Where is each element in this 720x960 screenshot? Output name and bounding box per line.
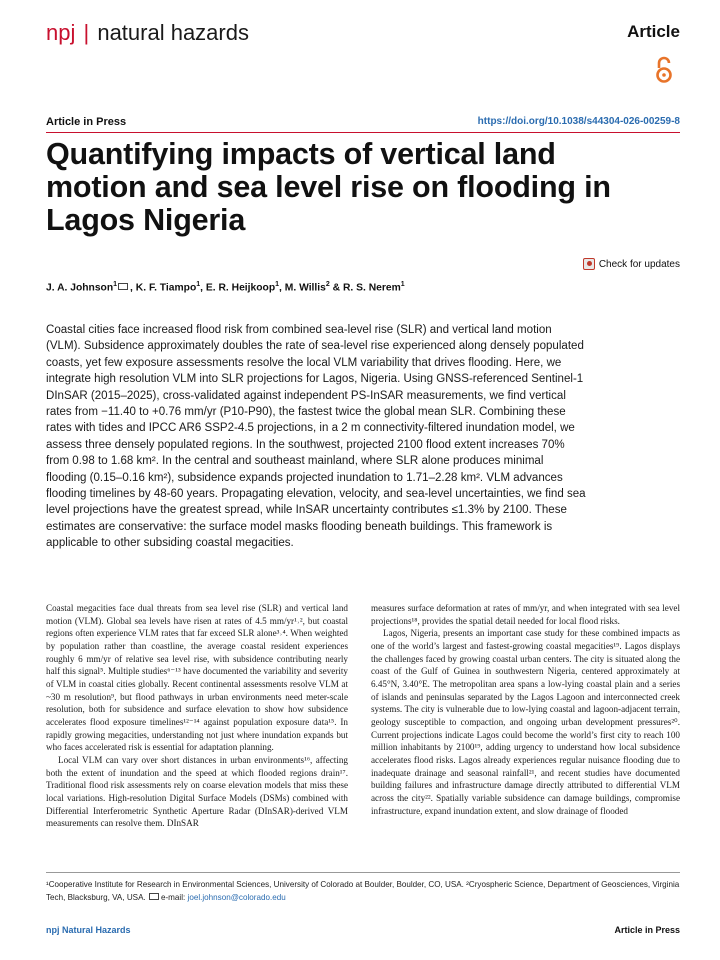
- doi-link[interactable]: https://doi.org/10.1038/s44304-026-00259-8: [477, 116, 680, 127]
- affiliation-marker: 1: [196, 281, 201, 288]
- article-status: Article in Press: [46, 116, 127, 128]
- body-column-right: [371, 602, 680, 817]
- envelope-icon[interactable]: [118, 283, 128, 290]
- paragraph: Local VLM can vary over short distances in urban environments¹⁶, affecting both the extent of inundation and the speed at which flooded regions drain¹⁷. Traditional flood risk assessments rely on coarse elevation models that miss these local variations. High-resolution Digital Surface Models (DSMs) combined with Differential Interferometric Synthetic Aperture Radar (DInSAR)-derived VLM measurements can resolve them. DInSAR: [46, 754, 348, 829]
- affiliations-text: ¹Cooperative Institute for Research in Environmental Sciences, University of Colorado at Boulder, Boulder, CO, USA. ²Cryospheric Science, Department of Geosciences, Virginia Tech, Blacksburg, VA, USA.: [46, 880, 680, 902]
- journal-prefix: npj: [46, 20, 76, 45]
- author-list: J. A. Johnson$^1$ , K. F. Tiampo$^1$, E. R. Heijkoop$^1$, M. Willis$^2$ & R. S. Nerem$^1$: [46, 281, 405, 294]
- affiliation-marker: 1: [275, 281, 280, 288]
- body-column-left: [46, 602, 348, 830]
- affiliations-footnote: [46, 879, 686, 904]
- author-name[interactable]: K. F. Tiampo: [135, 282, 197, 294]
- header-divider: [46, 132, 680, 133]
- check-for-updates-label: Check for updates: [598, 258, 680, 270]
- paper-title: Quantifying impacts of vertical land motion and sea level rise on flooding in Lagos Nigeria: [46, 137, 611, 237]
- affiliation-marker: 1: [113, 281, 118, 288]
- journal-separator: |: [83, 20, 90, 45]
- affiliation-marker: 2: [325, 281, 330, 288]
- paragraph: Coastal megacities face dual threats from sea level rise (SLR) and vertical land motion (VLM). Global sea levels have risen at rates of 4.5 mm/yr¹˒², but coastal regions often experience VLM rates that far exceed SLR alone³˒⁴. When weighted by population rather than coastline, the average coastal resident experiences roughly 6 mm/yr of relative sea level rise, with subsidence contributing nearly half this signal⁵. Multiple studies⁶⁻¹³ have documented the variability and severity of VLM in coastal cities globally. Recent continental assessments resolve VLM at ~30 m resolution⁹, but flood pathways in urban environments need meter-scale resolution, both for subsidence and surface elevation to show how subsidence accelerates flood exposure timelines¹²⁻¹⁴ against population exposure data¹⁵. In rapidly growing megacities, understanding not just where inundation expands but who faces accelerated risk is essential for adaptation planning.: [46, 603, 348, 753]
- author-separator: &: [332, 282, 341, 294]
- envelope-icon: [149, 893, 159, 900]
- abstract: Coastal cities face increased flood risk from combined sea-level rise (SLR) and vertical land motion (VLM). Subsidence approximately doubles the rate of sea-level rise experienced along densely populated coasts, yet few exposure assessments resolve the local VLM variability that drives flooding. Here, we integrate high resolution VLM into SLR projections for Lagos, Nigeria. Using GNSS-referenced Sentinel-1 DInSAR (2015–2025), cross-validated against independent PS-InSAR measurements, we find vertical rates from −11.40 to +0.76 mm/yr (P10-P90), the fastest twice the global mean SLR. Combining these rates with tides and IPCC AR6 SSP2-4.5 projections, in a 2 m connectivity-filtered inundation model, we assess three densely populated regions. In the southwest, projected 2100 flood extent increases 70% from 0.98 to 1.68 km². In the central and southeast mainland, where SLR alone produces minimal flooding (0.15–0.16 km²), subsidence expands projected inundation to 1.71–2.28 km². VLM advances flooding timelines by 48-60 years. Propagating elevation, velocity, and sea-level uncertainties, we find sea level projections have the greatest spread, while InSAR uncertainty contributes ≤1.3% by 2100. These estimates are conservative: the surface model masks flooding beneath buildings. This framework is applicable to other subsiding coastal megacities.: [46, 324, 586, 550]
- author-name[interactable]: J. A. Johnson: [46, 282, 114, 294]
- footer-journal[interactable]: npj Natural Hazards: [46, 925, 131, 935]
- affiliation-marker: 1: [400, 281, 405, 288]
- paragraph: Lagos, Nigeria, presents an important case study for these combined impacts as one of the world’s largest and fastest-growing coastal megacities¹⁹. Lagos displays the challenges faced by growing coastal urban centers. The city is situated along the coast of the Gulf of Guinea in southwestern Nigeria, centered approximately at 6.45°N, 3.40°E. The metropolitan area spans a low-lying coastal plain and a series of islands and peninsulas separated by the Lagos Lagoon and interconnected creek systems. The city is vulnerable due to low-lying coastal and lagoon-adjacent terrain, geology susceptible to compaction, and ongoing urban development pressures²⁰. Current projections indicate Lagos could become the world’s first city to reach 100 million inhabitants by 2100¹⁹, adding urgency to understand how local subsidence accelerates flood risks. Lagos already experiences regular nuisance flooding due to inadequate drainage and seasonal rainfall²¹, and recent studies have documented building failures and infrastructure damage directly attributed to differential VLM across the city²². Spatially variable subsidence can damage buildings, compromise infrastructure, expand inundation extent, and slow drainage of flooded: [371, 628, 680, 816]
- footer-status: Article in Press: [614, 925, 680, 935]
- paragraph: measures surface deformation at rates of mm/yr, and when integrated with sea level projections¹⁸, provides the spatial detail needed for local flood risks.: [371, 603, 680, 626]
- journal-title: natural hazards: [97, 20, 249, 45]
- open-access-icon: [654, 56, 674, 84]
- author-name[interactable]: R. S. Nerem: [342, 282, 401, 294]
- email-label: e-mail:: [160, 892, 186, 902]
- footnote-divider: [46, 872, 680, 873]
- email-link[interactable]: joel.johnson@colorado.edu: [187, 892, 286, 902]
- author-name[interactable]: E. R. Heijkoop: [205, 282, 276, 294]
- article-type: Article: [627, 22, 680, 41]
- check-for-updates-button[interactable]: [583, 258, 680, 270]
- journal-name: [46, 20, 249, 46]
- author-name[interactable]: M. Willis: [284, 282, 326, 294]
- crossmark-icon: [583, 258, 595, 270]
